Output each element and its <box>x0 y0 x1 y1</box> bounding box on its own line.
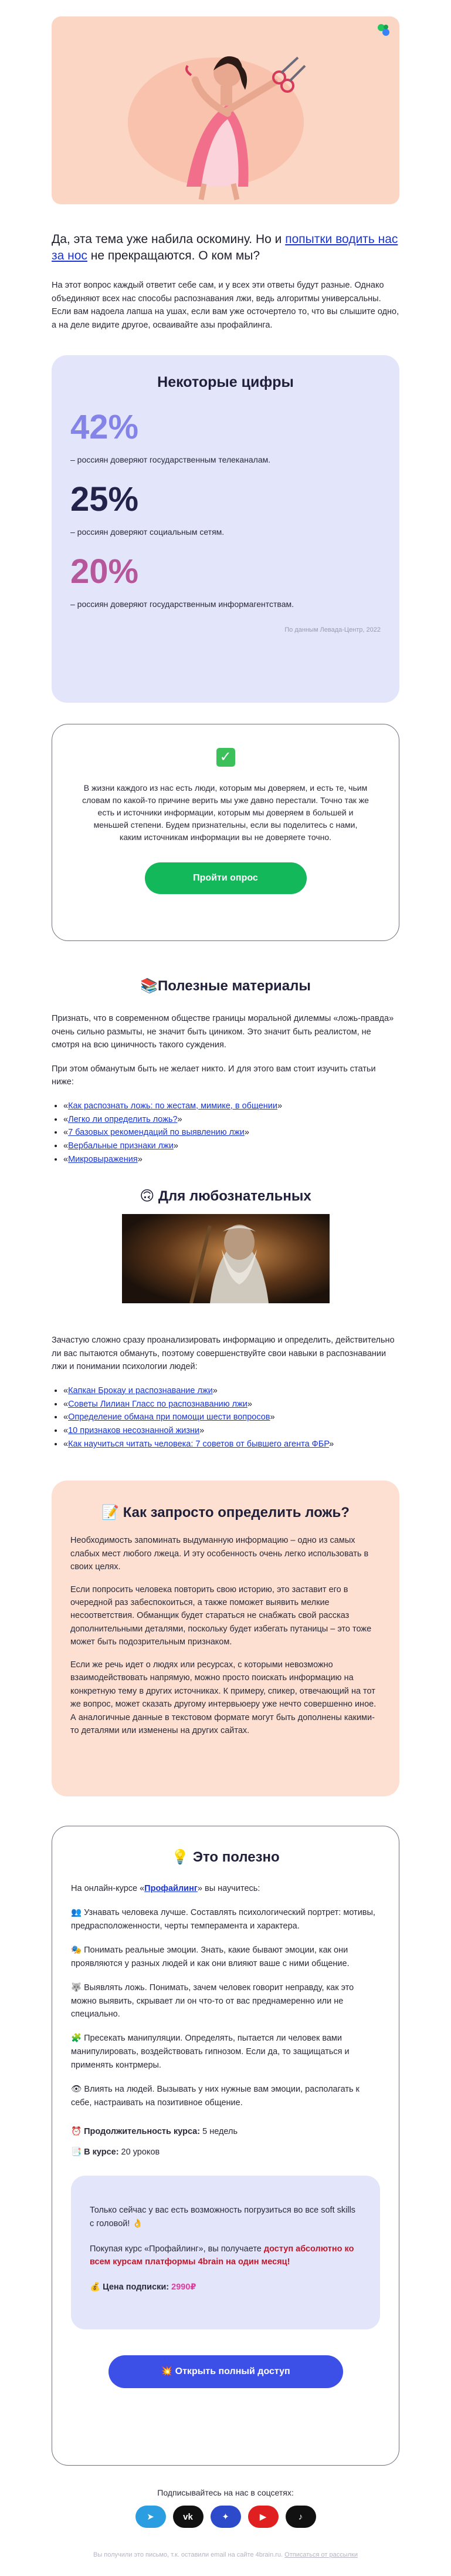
curious-title: 🙃 Для любознательных <box>140 1188 311 1205</box>
offer-line: Покупая курс «Профайлинг», вы получаете доступ абсолютно ко всем курсам платформы 4brain на один месяц! <box>90 2244 354 2267</box>
course-card-title: 💡 Это полезно <box>171 1849 280 1866</box>
article-link[interactable]: Вербальные признаки лжи <box>68 1141 174 1151</box>
detect-lie-card <box>52 1481 399 1796</box>
course-link[interactable]: Профайлинг <box>144 1884 198 1894</box>
lead-suffix: не прекращаются. О ком мы? <box>87 248 260 262</box>
stat-item <box>70 410 381 464</box>
list-item: • «7 базовых рекомендаций по выявлению лжи» <box>63 1126 399 1139</box>
social-label: Подписывайтесь на нас в соцсетях: <box>157 2488 294 2498</box>
list-item: • «Советы Лилиан Гласс по распознаванию лжи» <box>63 1398 399 1411</box>
stat-item <box>70 482 381 537</box>
lead-text <box>52 231 399 264</box>
wizard-gif-image <box>122 1214 330 1303</box>
woman-with-scissors-illustration <box>52 16 399 204</box>
stat-caption: – россиян доверяют социальным сетям. <box>70 527 225 537</box>
curious-intro: Зачастую сложно сразу проанализировать информацию и определить, действительно ли вас пытаются обмануть, поэтому совершенствуйте свои навыки в распознавании лжи и понимании психологии людей: <box>52 1336 395 1372</box>
list-item: • «Определение обмана при помощи шести вопросов» <box>63 1411 399 1424</box>
skill-item: 🧩 Пресекать манипуляции. Определять, пытается ли человек вами манипулировать, воздействовать гипнозом. Если да, то защищаться и применять контрмеры. <box>71 2034 350 2071</box>
materials-intro-2: При этом обманутым быть не желает никто. И для этого вам стоит изучить статьи ниже: <box>52 1064 376 1087</box>
course-intro: На онлайн-курсе «Профайлинг» вы научитесь: <box>71 1884 260 1894</box>
detect-lie-paragraph: Необходимость запоминать выдуманную информацию – одно из самых слабых мест любого лжеца. И эту особенность очень легко использовать в своих целях. <box>70 1536 369 1572</box>
list-item: • «Вербальные признаки лжи» <box>63 1139 399 1153</box>
article-link[interactable]: Как научиться читать человека: 7 советов от бывшего агента ФБР <box>68 1439 330 1449</box>
lead-prefix: Да, эта тема уже набила оскомину. Но и <box>52 232 286 246</box>
list-item: • «Как распознать ложь: по жестам, мимике, в общении» <box>63 1100 399 1113</box>
detect-lie-paragraph: Если попросить человека повторить свою историю, это заставит его в очередной раз забеспокоиться, а также поможет выявить мелкие несоответствия. Обманщик будет стараться не снабжать свой рассказ дополнительными деталями, поскольку будет избегать путаницы – это тоже может быть подозрительным признаком. <box>70 1584 372 1647</box>
telegram-icon[interactable]: ➤ <box>135 2506 166 2528</box>
open-full-access-button[interactable]: 💥 Открыть полный доступ <box>108 2355 343 2388</box>
article-link[interactable]: Как распознать ложь: по жестам, мимике, в общении <box>68 1101 277 1111</box>
stat-caption: – россиян доверяют государственным телеканалам. <box>70 455 271 465</box>
article-link[interactable]: Легко ли определить ложь? <box>68 1114 178 1124</box>
poll-card <box>52 724 399 941</box>
stat-value: 42% <box>70 408 139 447</box>
skill-item: 🐺 Выявлять ложь. Понимать, зачем человек говорит неправду, как это можно выявить, скрывает ли он что-то от вас преднамеренно или не специально. <box>71 1982 354 2019</box>
article-link[interactable]: Капкан Брокау и распознавание лжи <box>68 1385 213 1395</box>
unsubscribe-link[interactable]: Отписаться от рассылки <box>284 2551 358 2559</box>
stats-card <box>52 355 399 703</box>
hero-banner <box>52 16 399 204</box>
article-link[interactable]: Микровыражения <box>68 1155 138 1165</box>
social-block <box>52 2488 399 2528</box>
offer-line: Только сейчас у вас есть возможность погрузиться во все soft skills с головой! 👌 <box>90 2205 356 2228</box>
curious-links <box>63 1384 399 1452</box>
course-duration: ⏰ Продолжительность курса: 5 недель <box>71 2126 238 2136</box>
stat-caption: – россиян доверяют государственным информагентствам. <box>70 599 294 609</box>
materials-intro: Признать, что в современном обществе границы моральной дилеммы «ложь-правда» очень сильно размыты, не значит быть циником. Это значит быть реалистом, не смотря на всю циничность такого суждения. <box>52 1014 394 1050</box>
stat-value: 25% <box>70 480 139 519</box>
list-item: • «Микровыражения» <box>63 1153 399 1166</box>
stat-item <box>70 554 381 609</box>
stat-value: 20% <box>70 552 139 591</box>
brand-logo-icon[interactable] <box>376 22 391 38</box>
youtube-icon[interactable]: ▶ <box>248 2506 279 2528</box>
social-icons <box>52 2506 399 2528</box>
footer-text: Вы получили это письмо, т.к. оставили email на сайте 4brain.ru. <box>93 2551 285 2559</box>
skill-item: 👁 Влиять на людей. Вызывать у них нужные вам эмоции, располагать к себе, настраивать на позитивное общение. <box>71 2085 360 2108</box>
skill-item: 👥 Узнавать человека лучше. Составлять психологический портрет: мотивы, предрасположенности, черты темперамента и характера. <box>71 1908 375 1931</box>
article-link[interactable]: 7 базовых рекомендаций по выявлению лжи <box>68 1128 245 1138</box>
tiktok-icon[interactable]: ♪ <box>286 2506 316 2528</box>
lead-link[interactable]: попытки водить нас за нос <box>52 232 398 262</box>
article-link[interactable]: Определение обмана при помощи шести вопросов <box>68 1412 270 1422</box>
course-card <box>52 1826 399 2466</box>
materials-title: 📚Полезные материалы <box>140 978 311 994</box>
check-mark-icon: ✓ <box>216 748 235 767</box>
list-item: • «Как научиться читать человека: 7 советов от бывшего агента ФБР» <box>63 1438 399 1451</box>
list-item: • «Капкан Брокау и распознавание лжи» <box>63 1384 399 1398</box>
footer <box>52 2551 399 2576</box>
vk-icon[interactable]: vk <box>173 2506 204 2528</box>
take-poll-button[interactable]: Пройти опрос <box>145 862 307 894</box>
materials-links <box>63 1100 399 1167</box>
zen-icon[interactable]: ✦ <box>211 2506 241 2528</box>
skill-item: 🎭 Понимать реальные эмоции. Знать, какие бывают эмоции, как они проявляются у разных людей и как они влияют ваше с ними общение. <box>71 1945 350 1968</box>
course-lessons: 📑 В курсе: 20 уроков <box>71 2147 160 2157</box>
detect-lie-title: 📝 Как запросто определить ложь? <box>101 1505 350 1521</box>
intro-text: На этот вопрос каждый ответит себе сам, и у всех эти ответы будут разные. Однако объединяют всех нас способы распознавания лжи, ведь алгоритмы универсальны. Если вам надоела лапша на ушах, если вам уже осточертело то, что вы слышите одно, а на деле видите другое, осваивайте азы профайлинга. <box>52 281 399 330</box>
list-item: • «10 признаков несознанной жизни» <box>63 1424 399 1438</box>
article-link[interactable]: 10 признаков несознанной жизни <box>68 1426 200 1436</box>
stats-source: По данным Левада-Центр, 2022 <box>284 626 381 633</box>
article-link[interactable]: Советы Лилиан Гласс по распознаванию лжи <box>68 1399 247 1409</box>
subscription-offer <box>71 2176 380 2330</box>
poll-text: В жизни каждого из нас есть люди, которым мы доверяем, и есть те, чьим словам по какой-то причине верить мы уже давно перестали. Точно так же есть и источники информации, которым мы доверяем в большей и меньшей степени. Будем признательны, если вы поделитесь с нами, каким источникам информации вы не доверяете точно. <box>82 783 369 842</box>
list-item: • «Легко ли определить ложь?» <box>63 1113 399 1127</box>
stats-title: Некоторые цифры <box>157 374 294 391</box>
subscription-price: 💰 Цена подписки: 2990₽ <box>90 2282 196 2292</box>
detect-lie-paragraph: Если же речь идет о людях или ресурсах, с которыми невозможно взаимодействовать напрямую, можно просто поискать информацию на конкретную тему в других источниках. К примеру, спикер, отвечающий на тот же вопрос, может сказать другому интервьюеру уже нечто совершенно иное. А аналогичные данные в текстовом формате могут быть дополнены какими-то деталями или изменены на других сайтах. <box>70 1660 377 1736</box>
